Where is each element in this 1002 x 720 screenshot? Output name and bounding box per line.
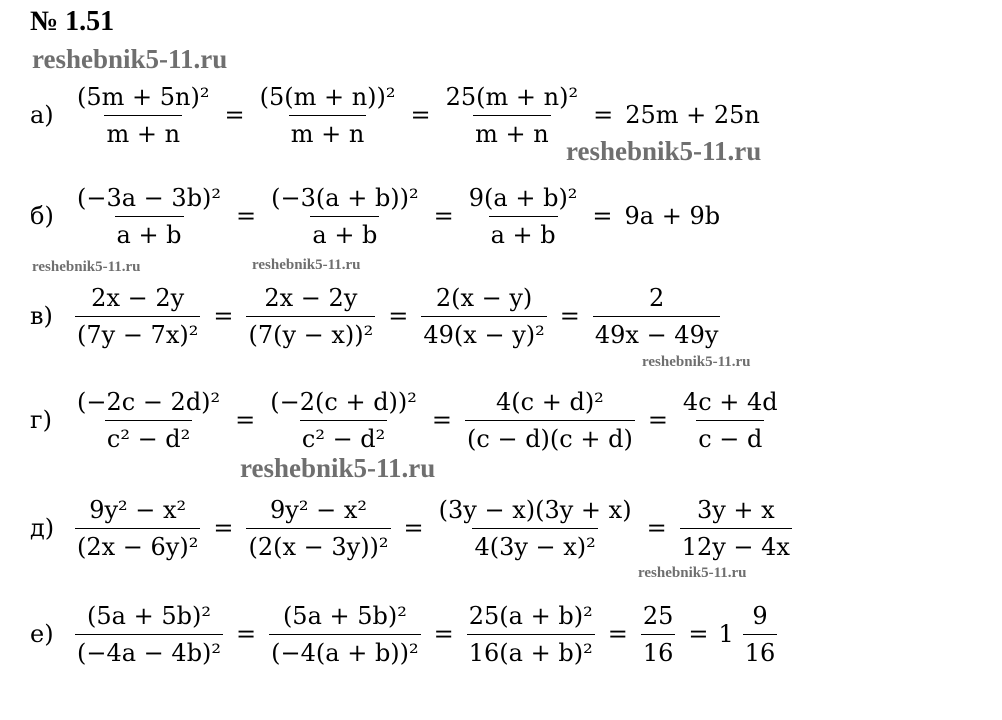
fraction bbox=[255, 83, 401, 148]
denominator: c² − d² bbox=[105, 420, 192, 453]
numerator: 3y + x bbox=[696, 495, 775, 524]
fraction bbox=[72, 83, 214, 148]
denominator: m + n bbox=[104, 115, 182, 148]
numerator: 4(c + d)² bbox=[496, 387, 604, 416]
whole-part: 1 bbox=[718, 620, 734, 648]
equals-sign: = bbox=[224, 101, 245, 129]
numerator: 2(x − y) bbox=[435, 283, 533, 312]
problem-b bbox=[30, 176, 722, 256]
problem-label: г) bbox=[30, 406, 52, 434]
denominator: a + b bbox=[310, 216, 379, 249]
denominator: (7y − 7x)² bbox=[75, 316, 200, 349]
numerator: (−2c − 2d)² bbox=[77, 387, 221, 416]
denominator: 49x − 49y bbox=[593, 316, 721, 349]
numerator: (3y − x)(3y + x) bbox=[438, 495, 632, 524]
numerator: (5a + 5b)² bbox=[87, 601, 211, 630]
problem-g bbox=[30, 380, 783, 460]
equals-sign: = bbox=[236, 202, 257, 230]
problem-v bbox=[30, 276, 723, 356]
equals-sign: = bbox=[213, 514, 234, 542]
equals-sign: = bbox=[410, 101, 431, 129]
equals-sign: = bbox=[559, 302, 580, 330]
watermark: reshebnik5-11.ru bbox=[32, 44, 228, 74]
numerator: 9 bbox=[752, 601, 768, 630]
fraction bbox=[72, 496, 203, 561]
problem-d bbox=[30, 488, 795, 568]
watermark: reshebnik5-11.ru bbox=[642, 354, 751, 370]
fraction bbox=[462, 388, 638, 453]
denominator: 4(3y − x)² bbox=[472, 528, 597, 561]
watermark: reshebnik5-11.ru bbox=[566, 136, 762, 166]
equals-sign: = bbox=[433, 202, 454, 230]
equals-sign: = bbox=[388, 302, 409, 330]
result: 25m + 25n bbox=[625, 101, 760, 129]
denominator: (7(y − x))² bbox=[246, 316, 375, 349]
denominator: (−4a − 4b)² bbox=[75, 634, 223, 667]
numerator: (−3a − 3b)² bbox=[77, 183, 222, 212]
fraction bbox=[678, 388, 783, 453]
numerator: 25(a + b)² bbox=[468, 601, 593, 630]
numerator: 25(m + n)² bbox=[445, 82, 579, 111]
numerator: 9y² − x² bbox=[89, 495, 187, 524]
fraction bbox=[72, 284, 203, 349]
denominator: (c − d)(c + d) bbox=[465, 420, 635, 453]
problem-label: е) bbox=[30, 620, 54, 648]
fraction bbox=[265, 388, 422, 453]
denominator: (2(x − 3y))² bbox=[246, 528, 390, 561]
equals-sign: = bbox=[433, 620, 454, 648]
watermark: reshebnik5-11.ru bbox=[638, 565, 747, 581]
denominator: c − d bbox=[696, 420, 764, 453]
equals-sign: = bbox=[403, 514, 424, 542]
fraction bbox=[441, 83, 583, 148]
watermark: reshebnik5-11.ru bbox=[240, 453, 436, 483]
equals-sign: = bbox=[647, 406, 668, 434]
numerator: 4c + 4d bbox=[682, 387, 778, 416]
denominator: (2x − 6y)² bbox=[75, 528, 200, 561]
denominator: a + b bbox=[489, 216, 558, 249]
equals-sign: = bbox=[607, 620, 628, 648]
numerator: (−3(a + b))² bbox=[271, 183, 419, 212]
denominator: a + b bbox=[115, 216, 184, 249]
fraction bbox=[464, 184, 583, 249]
denominator: 16 bbox=[743, 634, 778, 667]
denominator: 49(x − y)² bbox=[421, 316, 546, 349]
problem-label: б) bbox=[30, 202, 54, 230]
equals-sign: = bbox=[236, 620, 257, 648]
equals-sign: = bbox=[592, 202, 613, 230]
fraction bbox=[434, 496, 637, 561]
equals-sign: = bbox=[235, 406, 256, 434]
fraction bbox=[72, 184, 226, 249]
equals-sign: = bbox=[688, 620, 709, 648]
equals-sign: = bbox=[646, 514, 667, 542]
fraction bbox=[243, 284, 378, 349]
denominator: (−4(a + b))² bbox=[269, 634, 421, 667]
denominator: m + n bbox=[289, 115, 367, 148]
equals-sign: = bbox=[213, 302, 234, 330]
result: 9a + 9b bbox=[624, 202, 721, 230]
denominator: 16 bbox=[641, 634, 676, 667]
numerator: 25 bbox=[642, 601, 674, 630]
numerator: 2x − 2y bbox=[91, 283, 185, 312]
fraction bbox=[418, 284, 549, 349]
denominator: 16(a + b)² bbox=[467, 634, 595, 667]
problem-label: в) bbox=[30, 302, 53, 330]
fraction bbox=[243, 496, 393, 561]
problem-label: а) bbox=[30, 101, 54, 129]
fraction bbox=[677, 496, 795, 561]
numerator: 9(a + b)² bbox=[468, 183, 578, 212]
numerator: 9y² − x² bbox=[270, 495, 367, 524]
numerator: (−2(c + d))² bbox=[270, 387, 417, 416]
watermark: reshebnik5-11.ru bbox=[32, 259, 141, 275]
fraction bbox=[638, 602, 679, 667]
fraction bbox=[740, 602, 781, 667]
numerator: 2 bbox=[648, 283, 665, 312]
mixed-number bbox=[718, 602, 780, 667]
fraction bbox=[266, 184, 424, 249]
fraction bbox=[72, 602, 226, 667]
fraction bbox=[464, 602, 598, 667]
equals-sign: = bbox=[593, 101, 614, 129]
equals-sign: = bbox=[431, 406, 453, 434]
numerator: (5m + 5n)² bbox=[77, 82, 210, 111]
problem-e bbox=[30, 594, 780, 674]
page-title: № 1.51 bbox=[30, 6, 115, 37]
fraction bbox=[72, 388, 225, 453]
fraction bbox=[266, 602, 424, 667]
numerator: (5a + 5b)² bbox=[282, 601, 407, 630]
problem-a bbox=[30, 75, 762, 155]
denominator: c² − d² bbox=[300, 420, 387, 453]
fraction bbox=[590, 284, 724, 349]
denominator: m + n bbox=[473, 115, 551, 148]
numerator: 2x − 2y bbox=[264, 283, 358, 312]
denominator: 12y − 4x bbox=[680, 528, 792, 561]
watermark: reshebnik5-11.ru bbox=[252, 257, 361, 273]
numerator: (5(m + n))² bbox=[259, 82, 396, 111]
problem-label: д) bbox=[30, 514, 55, 542]
